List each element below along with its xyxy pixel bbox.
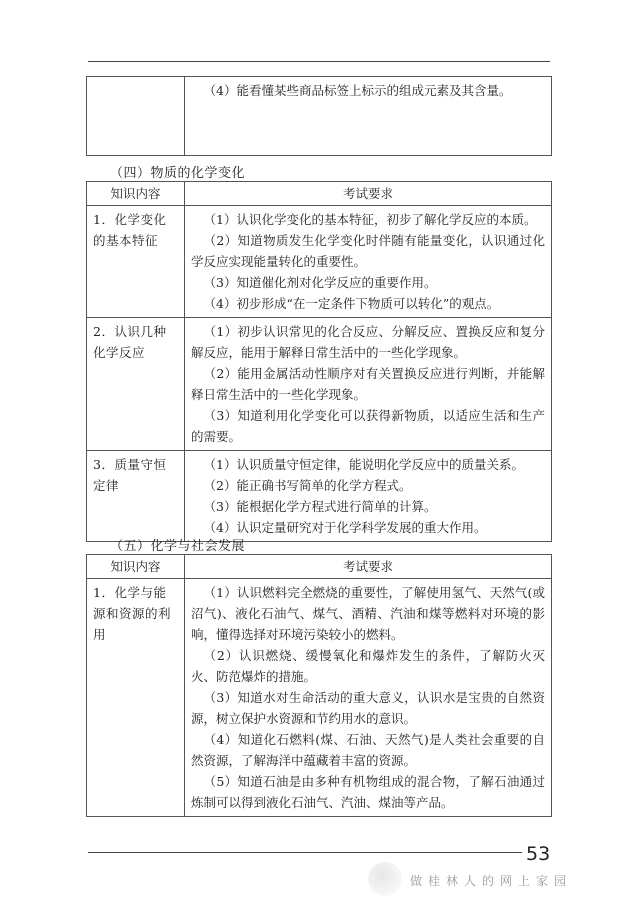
requirement-item: （3）知道利用化学变化可以获得新物质，以适应生活和生产的需要。 [191, 408, 545, 444]
section4-table [86, 181, 552, 542]
footer-rule [88, 852, 522, 853]
column-header: 考试要求 [185, 555, 552, 579]
requirement-item: （3）知道催化剂对化学反应的重要作用。 [203, 275, 437, 290]
watermark-logo-icon [368, 862, 402, 896]
requirement-item: （4）初步形成“在一定条件下物质可以转化”的观点。 [203, 296, 500, 311]
requirement-item: （1）初步认识常见的化合反应、分解反应、置换反应和复分解反应，能用于解释日常生活中的一些化学现象。 [191, 324, 545, 360]
requirement-item: （1）认识燃料完全燃烧的重要性，了解使用氢气、天然气(或沼气)、液化石油气、煤气、酒精、汽油和煤等燃料对环境的影响，懂得选择对环境污染较小的燃料。 [191, 585, 545, 642]
table-row [87, 77, 552, 156]
requirement-item: （4）认识定量研究对于化学科学发展的重大作用。 [203, 520, 487, 535]
requirement-cell [185, 206, 552, 318]
requirement-item: （2）认识燃烧、缓慢氧化和爆炸发生的条件，了解防火灭火、防范爆炸的措施。 [191, 648, 545, 684]
requirement-item: （3）知道水对生命活动的重大意义，认识水是宝贵的自然资源，树立保护水资源和节约用水的意识。 [191, 690, 545, 726]
table-row [87, 451, 552, 542]
requirement-item: （4）能看懂某些商品标签上标示的组成元素及其含量。 [203, 83, 512, 98]
table-row [87, 579, 552, 817]
requirement-item: （2）能正确书写简单的化学方程式。 [203, 478, 412, 493]
table-row [87, 318, 552, 451]
section-title: （五）化学与社会发展 [110, 539, 246, 554]
requirement-cell [185, 77, 552, 156]
section5-table [86, 554, 552, 817]
requirement-cell [185, 579, 552, 817]
requirement-item: （2）能用金属活动性顺序对有关置换反应进行判断，并能解释日常生活中的一些化学现象。 [191, 366, 545, 402]
topic-cell: 1．化学与能源和资源的利用 [87, 579, 185, 817]
watermark-text: 做桂林人的网上家园 [410, 874, 573, 888]
column-header: 知识内容 [87, 182, 185, 206]
column-header: 知识内容 [87, 555, 185, 579]
column-header: 考试要求 [185, 182, 552, 206]
requirement-item: （1）认识化学变化的基本特征，初步了解化学反应的本质。 [203, 212, 537, 227]
topic-cell [87, 77, 185, 156]
requirement-item: （5）知道石油是由多种有机物组成的混合物，了解石油通过炼制可以得到液化石油气、汽油、煤油等产品。 [191, 774, 545, 810]
topic-cell: 3．质量守恒定律 [87, 451, 185, 542]
continuation-table [86, 76, 552, 156]
requirement-cell [185, 451, 552, 542]
section-title: （四）物质的化学变化 [110, 166, 246, 181]
table-row [87, 206, 552, 318]
header-row [87, 182, 552, 206]
requirement-item: （3）能根据化学方程式进行简单的计算。 [203, 499, 437, 514]
requirement-cell [185, 318, 552, 451]
header-row [87, 555, 552, 579]
requirement-item: （4）知道化石燃料(煤、石油、天然气)是人类社会重要的自然资源，了解海洋中蕴藏着丰富的资源。 [191, 732, 545, 768]
requirement-item: （1）认识质量守恒定律，能说明化学反应中的质量关系。 [203, 457, 524, 472]
header-rule [88, 61, 550, 62]
requirement-item: （2）知道物质发生化学变化时伴随有能量变化，认识通过化学反应实现能量转化的重要性。 [191, 233, 545, 269]
topic-cell: 2．认识几种化学反应 [87, 318, 185, 451]
topic-cell: 1．化学变化的基本特征 [87, 206, 185, 318]
page-number: 53 [526, 843, 551, 865]
